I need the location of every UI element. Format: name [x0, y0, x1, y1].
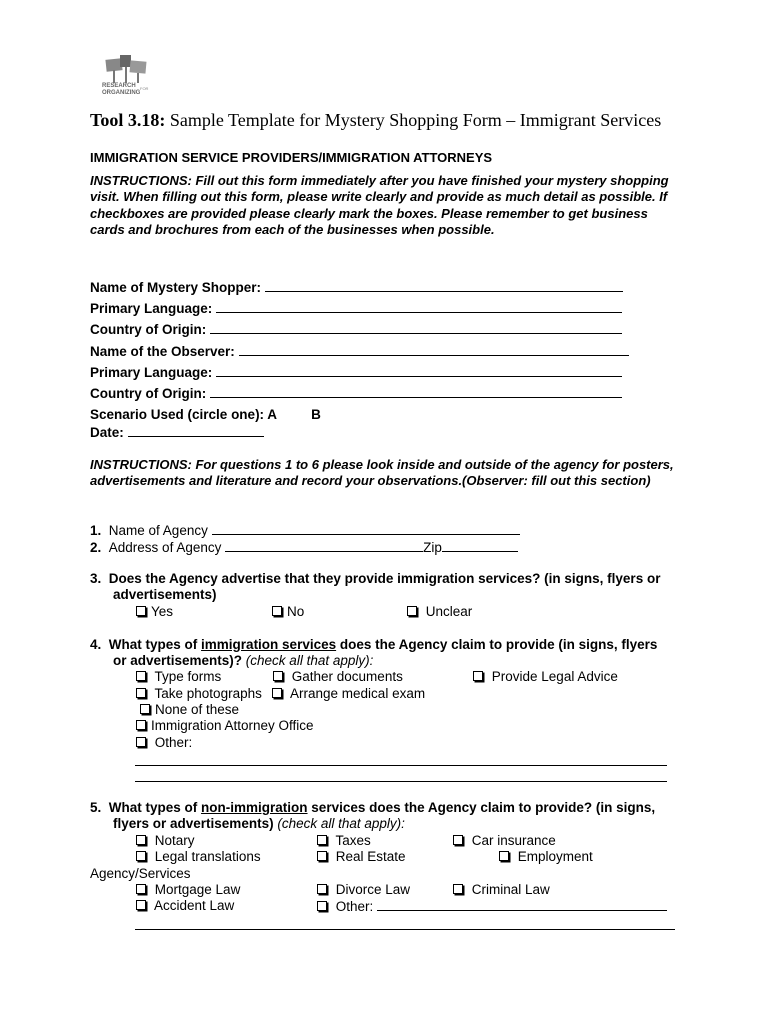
q4-option-none[interactable]	[140, 702, 239, 717]
scenario-field	[90, 407, 321, 422]
scenario-option-b[interactable]: B	[311, 407, 321, 422]
question-2[interactable]	[90, 539, 518, 555]
checkbox[interactable]	[499, 851, 509, 861]
checkbox[interactable]	[272, 606, 282, 616]
question-5-note: (check all that apply):	[273, 816, 405, 831]
q4-option-gather-documents[interactable]	[273, 669, 403, 684]
question-3-line-2: advertisements)	[113, 587, 217, 602]
q5-option-mortgage-law[interactable]	[136, 882, 240, 897]
q5-option-label: Divorce Law	[335, 882, 411, 897]
question-4-underlined: immigration services	[201, 637, 337, 652]
question-1-label: Name of Agency	[108, 523, 208, 538]
q5-option-legal-translations[interactable]	[136, 849, 261, 864]
q5-option-car-insurance[interactable]	[453, 833, 556, 848]
checkbox[interactable]	[473, 671, 483, 681]
logo-text-research: RESEARCH	[102, 83, 136, 89]
question-3-number: 3.	[90, 571, 102, 586]
q3-option-no-label: No	[287, 604, 305, 619]
zip-label: Zip	[423, 540, 442, 555]
date-line[interactable]	[128, 424, 264, 437]
checkbox[interactable]	[317, 901, 327, 911]
q4-option-type-forms[interactable]	[136, 669, 221, 684]
checkbox[interactable]	[136, 884, 146, 894]
section-heading: IMMIGRATION SERVICE PROVIDERS/IMMIGRATION ATTORNEYS	[90, 150, 493, 165]
question-3-line-1: Does the Agency advertise that they provide immigration services? (in signs, flyers or	[108, 571, 661, 586]
q5-option-label: Notary	[154, 833, 195, 848]
q4-option-label: Type forms	[154, 669, 222, 684]
observer-name-label: Name of the Observer:	[90, 344, 235, 359]
q5-agency-services-label: Agency/Services	[90, 866, 191, 881]
question-4-text	[90, 637, 657, 652]
checkbox[interactable]	[136, 720, 146, 730]
checkbox[interactable]	[317, 851, 327, 861]
primary-language-label-2: Primary Language:	[90, 365, 213, 380]
question-5-text	[90, 800, 655, 815]
primary-language-field-2[interactable]	[90, 364, 622, 380]
q4-option-label: Provide Legal Advice	[491, 669, 618, 684]
logo-text-for: FOR	[140, 86, 149, 91]
question-5-underlined: non-immigration	[201, 800, 308, 815]
q4-other-line-1[interactable]	[135, 765, 667, 766]
question-4-line-2-text: or advertisements)?	[113, 653, 243, 668]
q5-option-label: Mortgage Law	[154, 882, 241, 897]
q3-option-yes-label: Yes	[151, 604, 174, 619]
country-of-origin-field-1[interactable]	[90, 321, 622, 337]
country-of-origin-field-2[interactable]	[90, 385, 622, 401]
q5-option-accident-law[interactable]	[136, 898, 234, 913]
q4-other-line-2[interactable]	[135, 781, 667, 782]
q5-option-other[interactable]	[317, 898, 667, 914]
checkbox[interactable]	[453, 884, 463, 894]
question-3-text	[90, 571, 660, 586]
primary-language-line-1[interactable]	[216, 300, 622, 313]
country-of-origin-label-1: Country of Origin:	[90, 322, 207, 337]
agency-name-line[interactable]	[212, 522, 520, 535]
q3-option-yes[interactable]	[136, 604, 173, 619]
q5-option-employment[interactable]	[499, 849, 593, 864]
q5-option-label: Accident Law	[154, 898, 235, 913]
observer-name-line[interactable]	[239, 343, 629, 356]
checkbox[interactable]	[407, 606, 417, 616]
q5-option-label: Employment	[517, 849, 593, 864]
checkbox[interactable]	[136, 671, 146, 681]
question-4-pre: What types of	[108, 637, 202, 652]
q5-option-label: Other:	[335, 899, 374, 914]
question-5-pre: What types of	[108, 800, 202, 815]
q5-option-label: Legal translations	[154, 849, 261, 864]
question-4-number: 4.	[90, 637, 102, 652]
question-1-number: 1.	[90, 523, 102, 538]
question-2-label: Address of Agency	[108, 540, 222, 555]
checkbox[interactable]	[317, 884, 327, 894]
agency-address-line[interactable]	[225, 539, 423, 552]
q4-option-attorney-office[interactable]	[136, 718, 314, 733]
question-5-line-2	[113, 816, 405, 831]
q4-option-label: Arrange medical exam	[290, 686, 426, 701]
checkbox[interactable]	[136, 835, 146, 845]
country-of-origin-line-2[interactable]	[210, 385, 622, 398]
q4-option-label: Immigration Attorney Office	[151, 718, 314, 733]
checkbox[interactable]	[136, 851, 146, 861]
instructions-1: INSTRUCTIONS: Fill out this form immediately after you have finished your mystery shopping visit. When filling out this form, please write clearly and provide as much detail as possible. If checkboxes are provided please clearly mark the boxes. Please remember to get business cards and brochures from each of the businesses when possible.	[90, 173, 669, 237]
title-text: Sample Template for Mystery Shopping Form – Immigrant Services	[165, 110, 662, 130]
instructions-2: INSTRUCTIONS: For questions 1 to 6 please look inside and outside of the agency for posters, advertisements and literature and record your observations.(Observer: fill out this section)	[90, 457, 674, 489]
q5-option-criminal-law[interactable]	[453, 882, 550, 897]
q3-option-no[interactable]	[272, 604, 304, 619]
checkbox[interactable]	[136, 688, 146, 698]
observer-name-field[interactable]	[90, 343, 629, 359]
q5-option-label: Car insurance	[471, 833, 556, 848]
question-5-number: 5.	[90, 800, 102, 815]
q3-option-unclear-label: Unclear	[425, 604, 473, 619]
date-label: Date:	[90, 425, 124, 440]
checkbox[interactable]	[136, 737, 146, 747]
primary-language-line-2[interactable]	[216, 364, 622, 377]
q5-option-label: Taxes	[335, 833, 371, 848]
q4-option-take-photographs[interactable]	[136, 686, 262, 701]
q5-extra-line[interactable]	[135, 929, 675, 930]
q5-option-taxes[interactable]	[317, 833, 371, 848]
q4-option-other[interactable]	[136, 735, 192, 750]
date-field[interactable]	[90, 424, 264, 440]
checkbox[interactable]	[273, 671, 283, 681]
q3-option-unclear[interactable]	[407, 604, 472, 619]
checkbox[interactable]	[140, 704, 150, 714]
question-1[interactable]	[90, 522, 520, 538]
scenario-label: Scenario Used (circle one): A	[90, 407, 278, 422]
checkbox[interactable]	[453, 835, 463, 845]
shopper-name-line[interactable]	[265, 279, 623, 292]
checkbox[interactable]	[272, 688, 282, 698]
country-of-origin-label-2: Country of Origin:	[90, 386, 207, 401]
q5-option-divorce-law[interactable]	[317, 882, 410, 897]
primary-language-label-1: Primary Language:	[90, 301, 213, 316]
question-2-number: 2.	[90, 540, 102, 555]
shopper-name-field[interactable]	[90, 279, 623, 295]
title-tool-number: Tool 3.18:	[90, 110, 166, 130]
q4-option-label: None of these	[155, 702, 240, 717]
q5-option-label: Real Estate	[335, 849, 406, 864]
question-4-line-2	[113, 653, 373, 668]
question-5-line-2-text: flyers or advertisements)	[113, 816, 274, 831]
shopper-name-label: Name of Mystery Shopper:	[90, 280, 262, 295]
q5-other-line[interactable]	[377, 898, 667, 911]
checkbox[interactable]	[317, 835, 327, 845]
q5-option-label: Criminal Law	[471, 882, 550, 897]
q4-option-medical-exam[interactable]	[272, 686, 425, 701]
q5-option-notary[interactable]	[136, 833, 195, 848]
checkbox[interactable]	[136, 606, 146, 616]
primary-language-field-1[interactable]	[90, 300, 622, 316]
q4-option-label: Take photographs	[154, 686, 262, 701]
question-5-post: services does the Agency claim to provide? (in signs,	[307, 800, 656, 815]
question-4-note: (check all that apply):	[242, 653, 374, 668]
checkbox[interactable]	[136, 900, 146, 910]
q4-option-label: Other:	[154, 735, 193, 750]
question-4-post: does the Agency claim to provide (in signs, flyers	[336, 637, 658, 652]
q4-option-legal-advice[interactable]	[473, 669, 618, 684]
q4-option-label: Gather documents	[291, 669, 403, 684]
q5-option-real-estate[interactable]	[317, 849, 406, 864]
page-title	[90, 110, 661, 131]
zip-line[interactable]	[442, 539, 518, 552]
logo-text-organizing: ORGANIZING	[102, 90, 141, 96]
country-of-origin-line-1[interactable]	[210, 321, 622, 334]
research-for-organizing-logo	[100, 55, 160, 117]
